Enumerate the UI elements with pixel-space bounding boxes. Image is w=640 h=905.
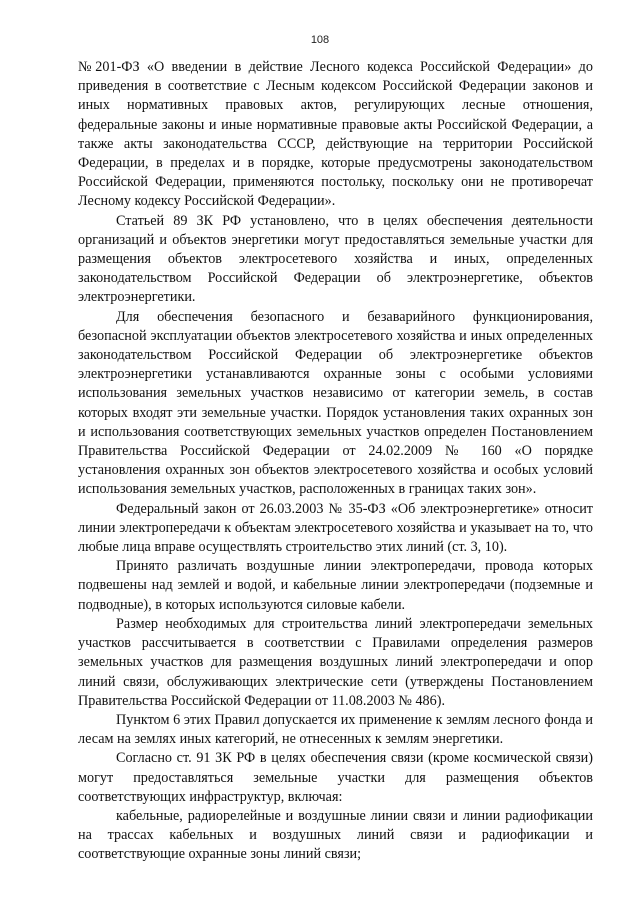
paragraph: Федеральный закон от 26.03.2003 № 35-ФЗ «Об электроэнергетике» относит линии электропередачи к объектам электросетевого хозяйства и указывает на то, что любые лица вправе осуществлять строительство этих линий (ст. 3, 10). <box>78 500 593 556</box>
paragraph: Пунктом 6 этих Правил допускается их применение к землям лесного фонда и лесам на землях иных категорий, не отнесенных к землям энергетики. <box>78 711 593 748</box>
paragraph: Согласно ст. 91 ЗК РФ в целях обеспечения связи (кроме космической связи) могут предоставляться земельные участки для размещения объектов соответствующих инфраструктур, включая: <box>78 750 593 805</box>
page-number: 108 <box>310 34 330 46</box>
paragraph: Статьей 89 ЗК РФ установлено, что в целях обеспечения деятельности организаций и объектов энергетики могут предоставляться земельные участки для размещения объектов электросетевого хозяйства и иных, определенных законодательством Российской Федерации об электроэнергетике, объектов электроэнергетики. <box>78 212 593 306</box>
paragraph: кабельные, радиорелейные и воздушные линии связи и линии радиофикации на трассах кабельных и воздушных линий связи и радиофикации и соответствующие охранные зоны линий связи; <box>78 807 593 863</box>
paragraph: Размер необходимых для строительства линий электропередачи земельных участков рассчитывается в соответствии с Правилами определения размеров земельных участков для размещения воздушных линий электропередачи и опор линий связи, обслуживающих электрические сети (утверждены Постановлением Правительства Российской Федерации от 11.08.2003 № 486). <box>78 615 593 709</box>
paragraph: Для обеспечения безопасного и безаварийного функционирования, безопасной эксплуатации объектов электросетевого хозяйства и иных определенных законодательством Российской Федерации об электроэнергетике объектов электроэнергетики устанавливаются охранные зоны с особыми условиями использования земельных участков независимо от категории земель, в состав которых входят эти земельные участки. Порядок установления таких охранных зон и использования соответствующих земельных участков определен Постановлением Правительства Российской Федерации от 24.02.2009 № 160 «О порядке установления охранных зон объектов электросетевого хозяйства и особых условий использования земельных участков, расположенных в границах таких зон». <box>78 308 593 498</box>
paragraph: Принято различать воздушные линии электропередачи, провода которых подвешены над землей и водой, и кабельные линии электропередачи (подземные и подводные), в которых используются силовые кабели. <box>78 558 593 613</box>
paragraph: №201-ФЗ «О введении в действие Лесного кодекса Российской Федерации» до приведения в соответствие с Лесным кодексом Российской Федерации законов и иных нормативных правовых актов, регулирующих лесные отношения, федеральные законы и иные нормативные правовые акты Российской Федерации, а также акты законодательства СССР, действующие на территории Российской Федерации, в пределах и в порядке, которые предусмотрены законодательством Российской Федерации, применяются постольку, поскольку они не противоречат Лесному кодексу Российской Федерации». <box>78 59 593 210</box>
document-body <box>78 58 593 865</box>
